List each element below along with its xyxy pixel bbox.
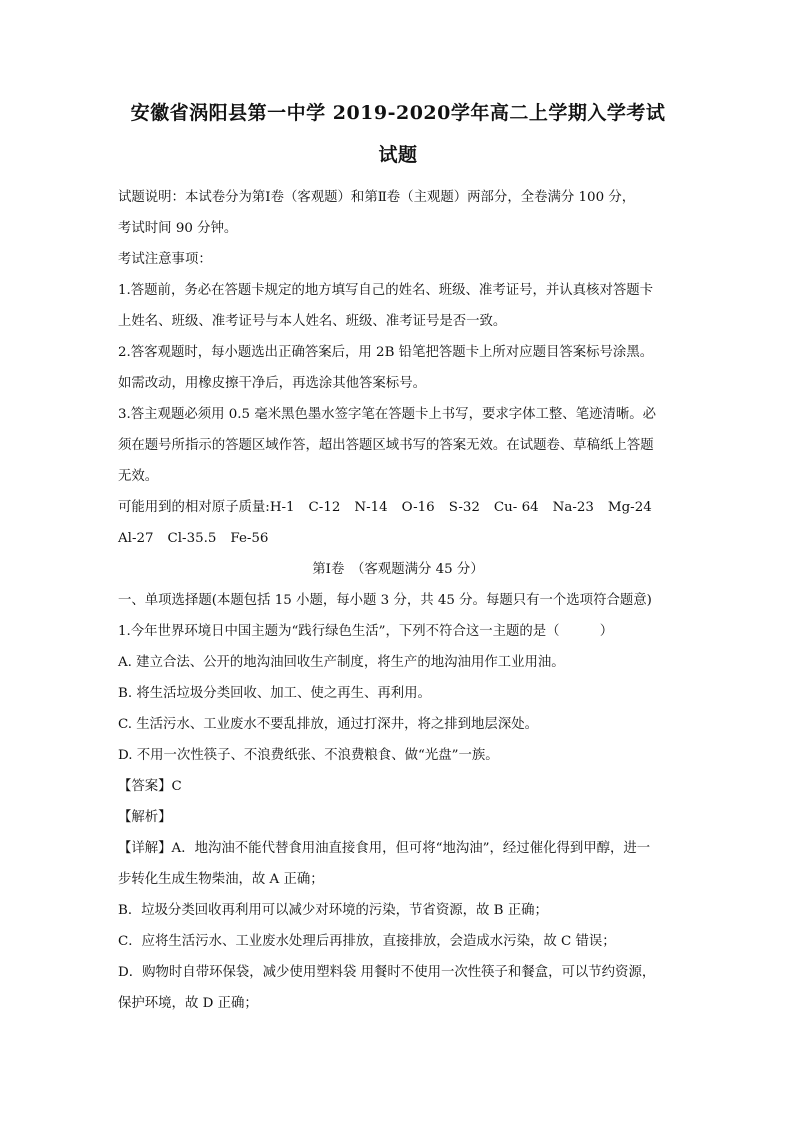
notice-item-1-cont: 上姓名、班级、准考证号与本人姓名、班级、准考证号是否一致。 <box>118 314 507 329</box>
notice-item-3-cont: 须在题号所指示的答题区域作答，超出答题区域书写的答案无效。在试题卷、草稿纸上答题 <box>118 438 654 453</box>
analysis-heading: 【解析】 <box>118 810 172 825</box>
instructions-line: 考试时间 90 分钟。 <box>118 221 238 236</box>
atomic-mass-item: O-16 <box>401 500 435 515</box>
notice-item-2: 2.答客观题时，每小题选出正确答案后，用 2B 铅笔把答题卡上所对应题目答案标号涂黑。 <box>118 345 654 360</box>
atomic-mass-item: C-12 <box>308 500 341 515</box>
notice-item-1: 1.答题前，务必在答题卡规定的地方填写自己的姓名、班级、准考证号，并认真核对答题卡 <box>118 283 654 298</box>
notice-heading: 考试注意事项： <box>118 252 212 267</box>
atomic-mass-item: H-1 <box>269 500 295 515</box>
detail-c: C．应将生活污水、工业废水处理后再排放，直接排放，会造成水污染，故 C 错误； <box>118 934 616 949</box>
atomic-mass-item: Cu- 64 <box>493 500 539 515</box>
detail-a: 【详解】A．地沟油不能代替食用油直接食用，但可将“地沟油”，经过催化得到甲醇，进一 <box>118 841 651 856</box>
exam-title-line2: 试题 <box>378 144 418 166</box>
notice-item-2-cont: 如需改动，用橡皮擦干净后，再选涂其他答案标号。 <box>118 376 426 391</box>
detail-d-cont: 保护环境，故 D 正确； <box>118 996 258 1011</box>
option-b: B. 将生活垃圾分类回收、加工、使之再生、再利用。 <box>118 686 431 701</box>
detail-a-cont: 步转化生成生物柴油，故 A 正确； <box>118 872 324 887</box>
instructions-line: 试题说明：本试卷分为第Ⅰ卷（客观题）和第Ⅱ卷（主观题）两部分，全卷满分 100 分， <box>118 190 636 205</box>
section-heading: 第Ⅰ卷 （客观题满分 45 分） <box>312 562 484 577</box>
exam-title: 安徽省涡阳县第一中学 2019-2020学年高二上学期入学考试 <box>130 102 666 124</box>
notice-item-3: 3.答主观题必须用 0.5 毫米黑色墨水签字笔在答题卡上书写，要求字体工整、笔迹清晰。必 <box>118 407 657 422</box>
notice-item-3-cont: 无效。 <box>118 469 159 484</box>
atomic-mass-item: Mg-24 <box>607 500 652 515</box>
atomic-mass-item: Fe-56 <box>230 531 269 546</box>
answer: 【答案】C <box>118 779 182 794</box>
atomic-mass-item: S-32 <box>448 500 480 515</box>
atomic-mass-label: 可能用到的相对原子质量: <box>118 500 270 515</box>
atomic-mass-row-2 <box>118 523 678 554</box>
atomic-mass-item: Al-27 <box>118 531 154 546</box>
atomic-mass-item: N-14 <box>354 500 388 515</box>
atomic-mass-item: Cl-35.5 <box>167 531 217 546</box>
atomic-mass-item: Na-23 <box>552 500 594 515</box>
option-c: C. 生活污水、工业废水不要乱排放，通过打深井，将之排到地层深处。 <box>118 717 538 732</box>
part-title: 一、单项选择题(本题包括 15 小题，每小题 3 分，共 45 分。每题只有一个选项符合题意) <box>118 593 652 608</box>
detail-b: B．垃圾分类回收再利用可以减少对环境的污染，节省资源，故 B 正确； <box>118 903 548 918</box>
question-stem: 1.今年世界环境日中国主题为“践行绿色生活”，下列不符合这一主题的是（ ） <box>118 624 614 639</box>
detail-d: D．购物时自带环保袋，减少使用塑料袋 用餐时不使用一次性筷子和餐盒，可以节约资源， <box>118 965 656 980</box>
atomic-mass-row-1 <box>118 492 678 523</box>
option-d: D. 不用一次性筷子、不浪费纸张、不浪费粮食、做“光盘”一族。 <box>118 748 499 763</box>
document-page <box>118 92 678 1019</box>
option-a: A. 建立合法、公开的地沟油回收生产制度，将生产的地沟油用作工业用油。 <box>118 655 565 670</box>
